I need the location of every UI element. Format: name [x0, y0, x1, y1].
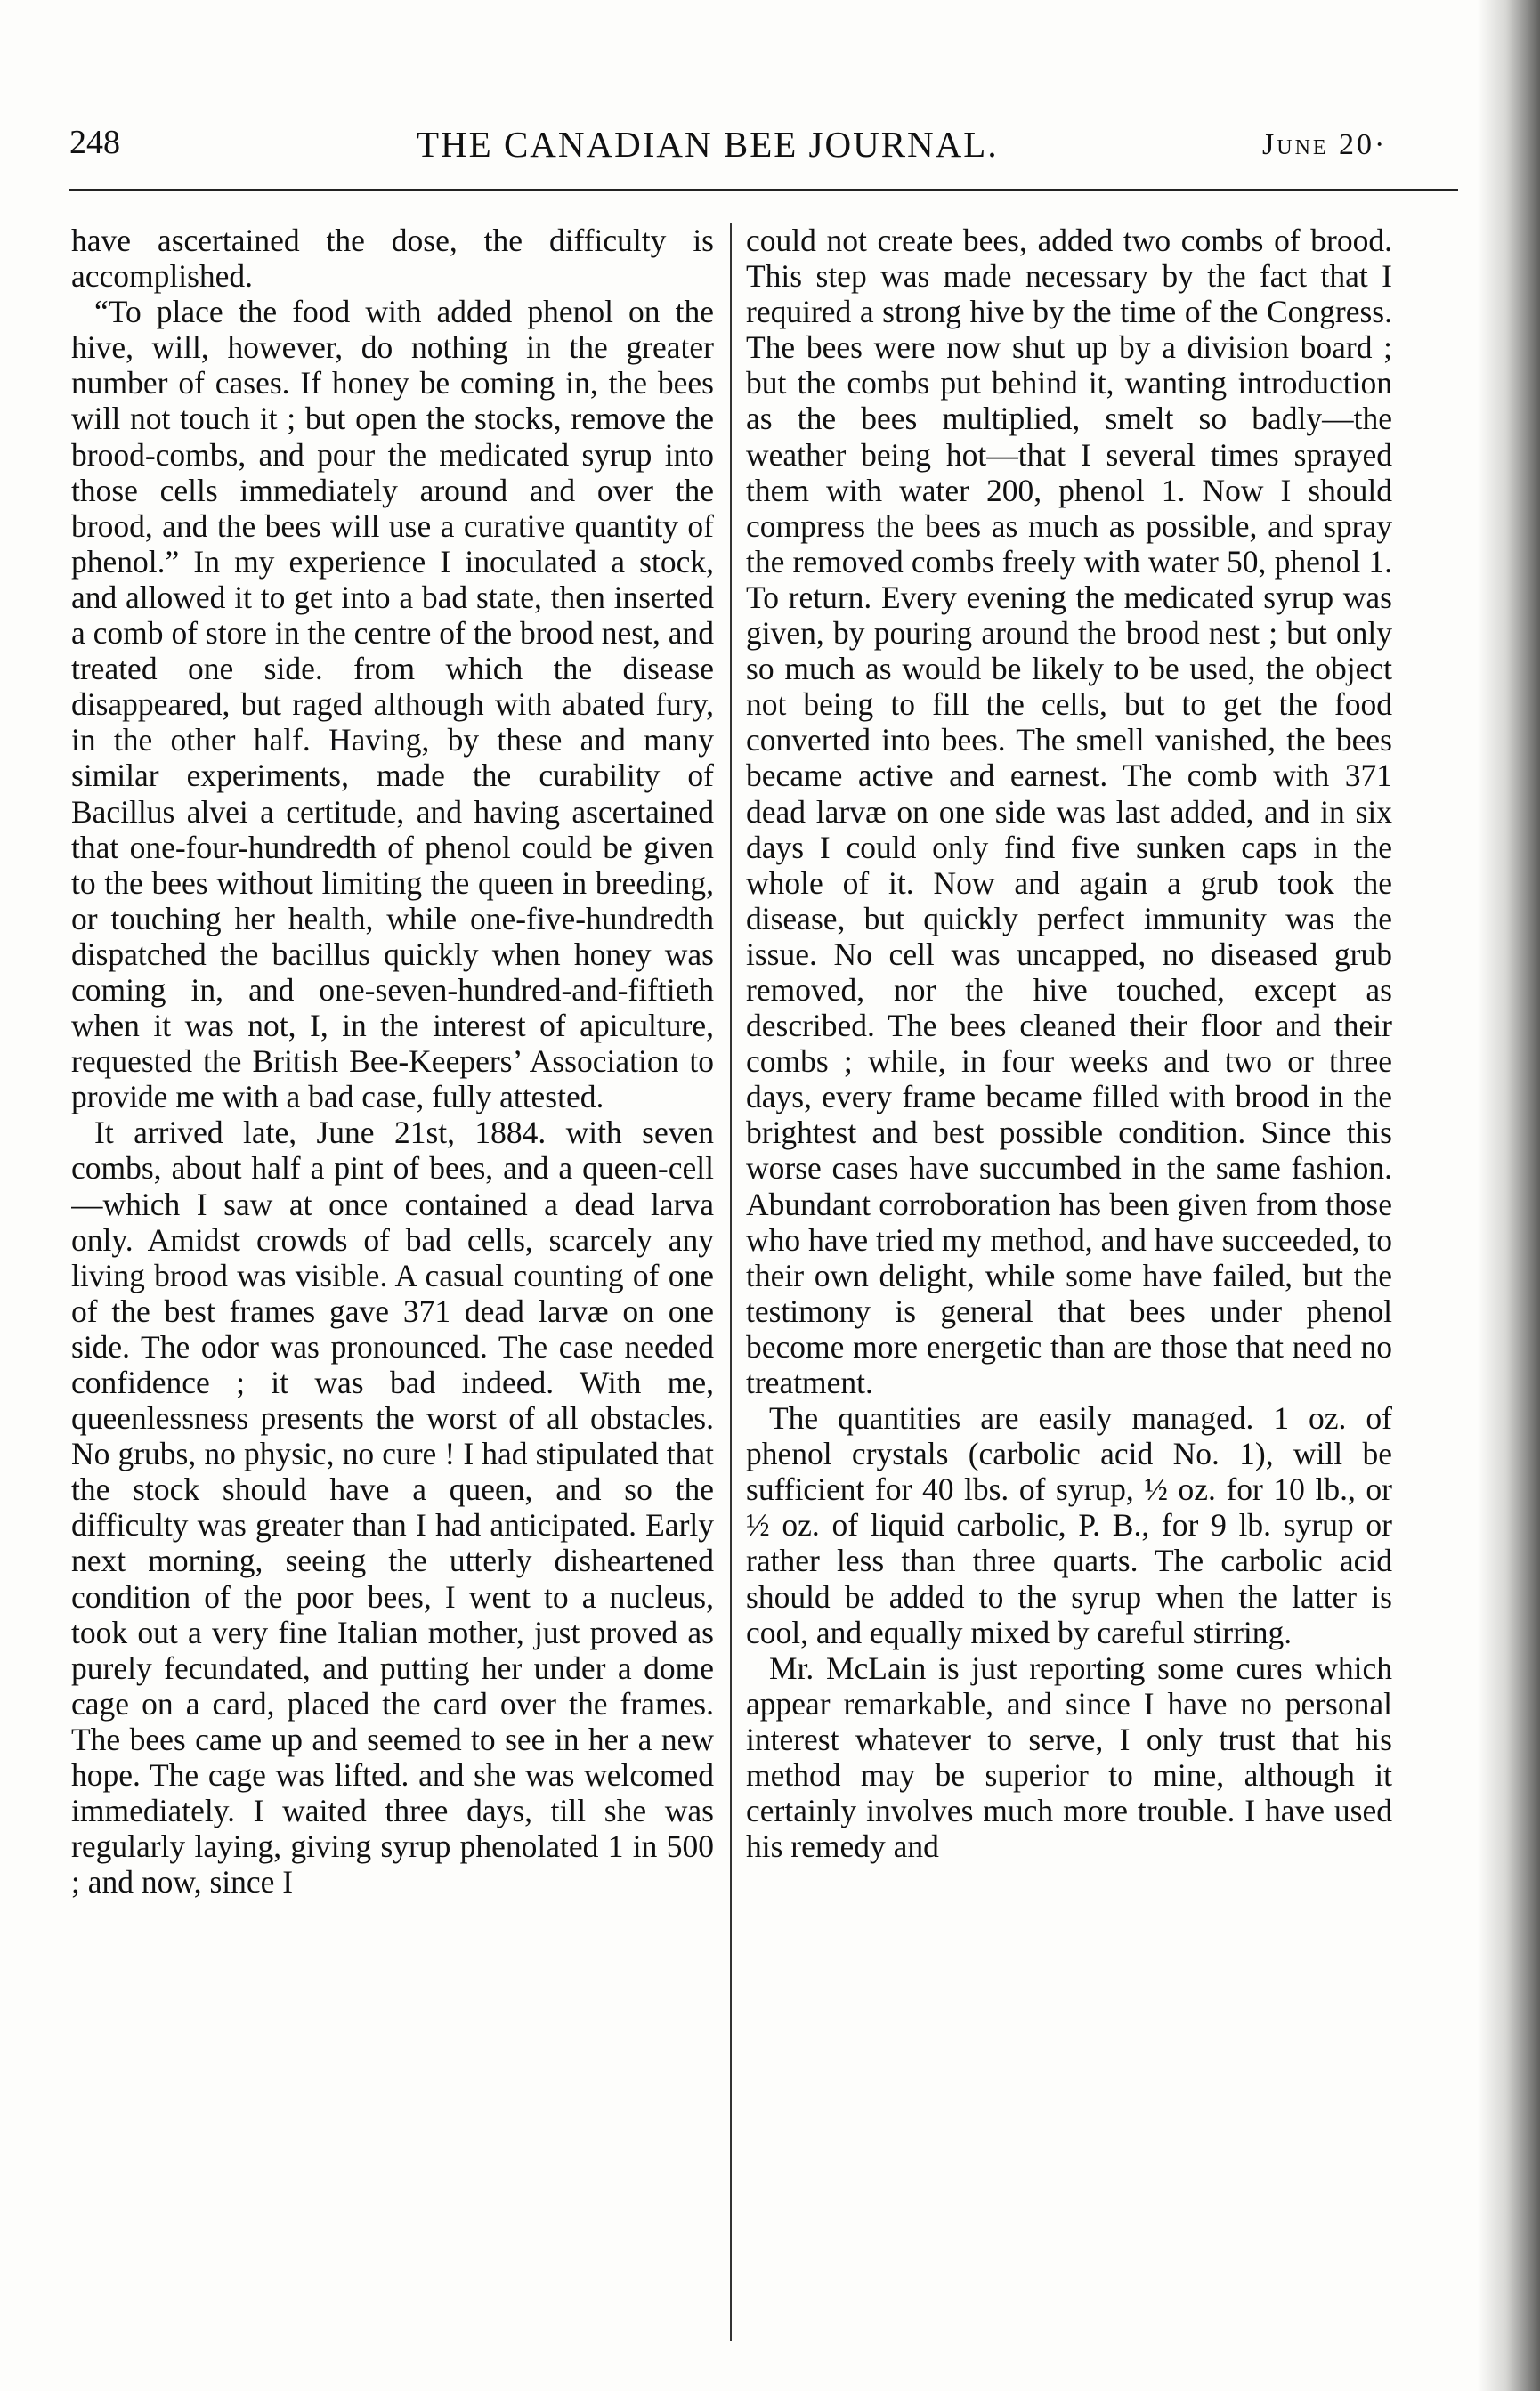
right-column — [746, 223, 1392, 2359]
paragraph: could not create bees, added two combs of brood. This step was made necessary by the fact that I required a strong hive by the time of the Congress. The bees were now shut up by a division board ; but the combs put behind it, wanting introduction as the bees multiplied, smelt so badly—the weather being hot—that I several times sprayed them with water 200, phenol 1. Now I should compress the bees as much as possible, and spray the removed combs freely with water 50, phenol 1. To return. Every evening the medicated syrup was given, by pouring around the brood nest ; but only so much as would be likely to be used, the object not being to fill the cells, but to get the food converted into bees. The smell vanished, the bees became active and earnest. The comb with 371 dead larvæ on one side was last added, and in six days I could only find five sunken caps in the whole of it. Now and again a grub took the disease, but quickly perfect immunity was the issue. No cell was uncapped, no diseased grub removed, nor the hive touched, except as described. The bees cleaned their floor and their combs ; while, in four weeks and two or three days, every frame became filled with brood in the brightest and best possible condition. Since this worse cases have succumbed in the same fashion. Abundant corroboration has been given from those who have tried my method, and have succeeded, to their own delight, while some have failed, but the testimony is general that bees under phenol become more energetic than are those that need no treatment. — [746, 223, 1392, 1400]
scan-edge-shadow — [1478, 0, 1540, 2391]
header-rule — [69, 189, 1458, 191]
paragraph: It arrived late, June 21st, 1884. with seven combs, about half a pint of bees, and a queen-cell—which I saw at once contained a dead larva only. Amidst crowds of bad cells, scarcely any living brood was visible. A casual counting of one of the best frames gave 371 dead larvæ on one side. The odor was pronounced. The case needed confidence ; it was bad indeed. With me, queenlessness presents the worst of all obstacles. No grubs, no physic, no cure ! I had stipulated that the stock should have a queen, and so the difficulty was greater than I had anticipated. Early next morning, seeing the utterly disheartened condition of the poor bees, I went to a nucleus, took out a very fine Italian mother, just proved as purely fecundated, and putting her under a dome cage on a card, placed the card over the frames. The bees came up and seemed to see in her a new hope. The cage was lifted. and she was welcomed immediately. I waited three days, till she was regularly laying, giving syrup phenolated 1 in 500 ; and now, since I — [71, 1114, 714, 1901]
left-column — [71, 223, 714, 2359]
paragraph: “To place the food with added phenol on the hive, will, however, do nothing in the greater number of cases. If honey be coming in, the bees will not touch it ; but open the stocks, remove the brood-combs, and pour the medicated syrup into those cells immediately around and over the brood, and the bees will use a curative quantity of phenol.” In my experience I inoculated a stock, and allowed it to get into a bad state, then inserted a comb of store in the centre of the brood nest, and treated one side. from which the disease disappeared, but raged although with abated fury, in the other half. Having, by these and many similar experiments, made the curability of Bacillus alvei a certitude, and having ascertained that one-four-hundredth of phenol could be given to the bees without limiting the queen in breeding, or touching her health, while one-five-hundredth dispatched the bacillus quickly when honey was coming in, and one-seven-hundred-and-fiftieth when it was not, I, in the interest of apiculture, requested the British Bee-Keepers’ Association to provide me with a bad case, fully attested. — [71, 294, 714, 1115]
column-divider — [730, 223, 732, 2341]
paragraph: The quantities are easily managed. 1 oz. of phenol crystals (carbolic acid No. 1), will be sufficient for 40 lbs. of syrup, ½ oz. for 10 lb., or ½ oz. of liquid carbolic, P. B., for 9 lb. syrup or rather less than three quarts. The carbolic acid should be added to the syrup when the latter is cool, and equally mixed by careful stirring. — [746, 1400, 1392, 1650]
paragraph: Mr. McLain is just reporting some cures which appear remarkable, and since I have no personal interest whatever to serve, I only trust that his method may be superior to mine, although it certainly involves much more trouble. I have used his remedy and — [746, 1649, 1392, 1865]
paragraph: have ascertained the dose, the difficulty is accomplished. — [71, 223, 714, 295]
page-header — [69, 114, 1458, 185]
journal-title: THE CANADIAN BEE JOURNAL. — [417, 124, 999, 165]
page-number: 248 — [69, 124, 120, 161]
issue-date: June 20· — [1262, 128, 1388, 161]
